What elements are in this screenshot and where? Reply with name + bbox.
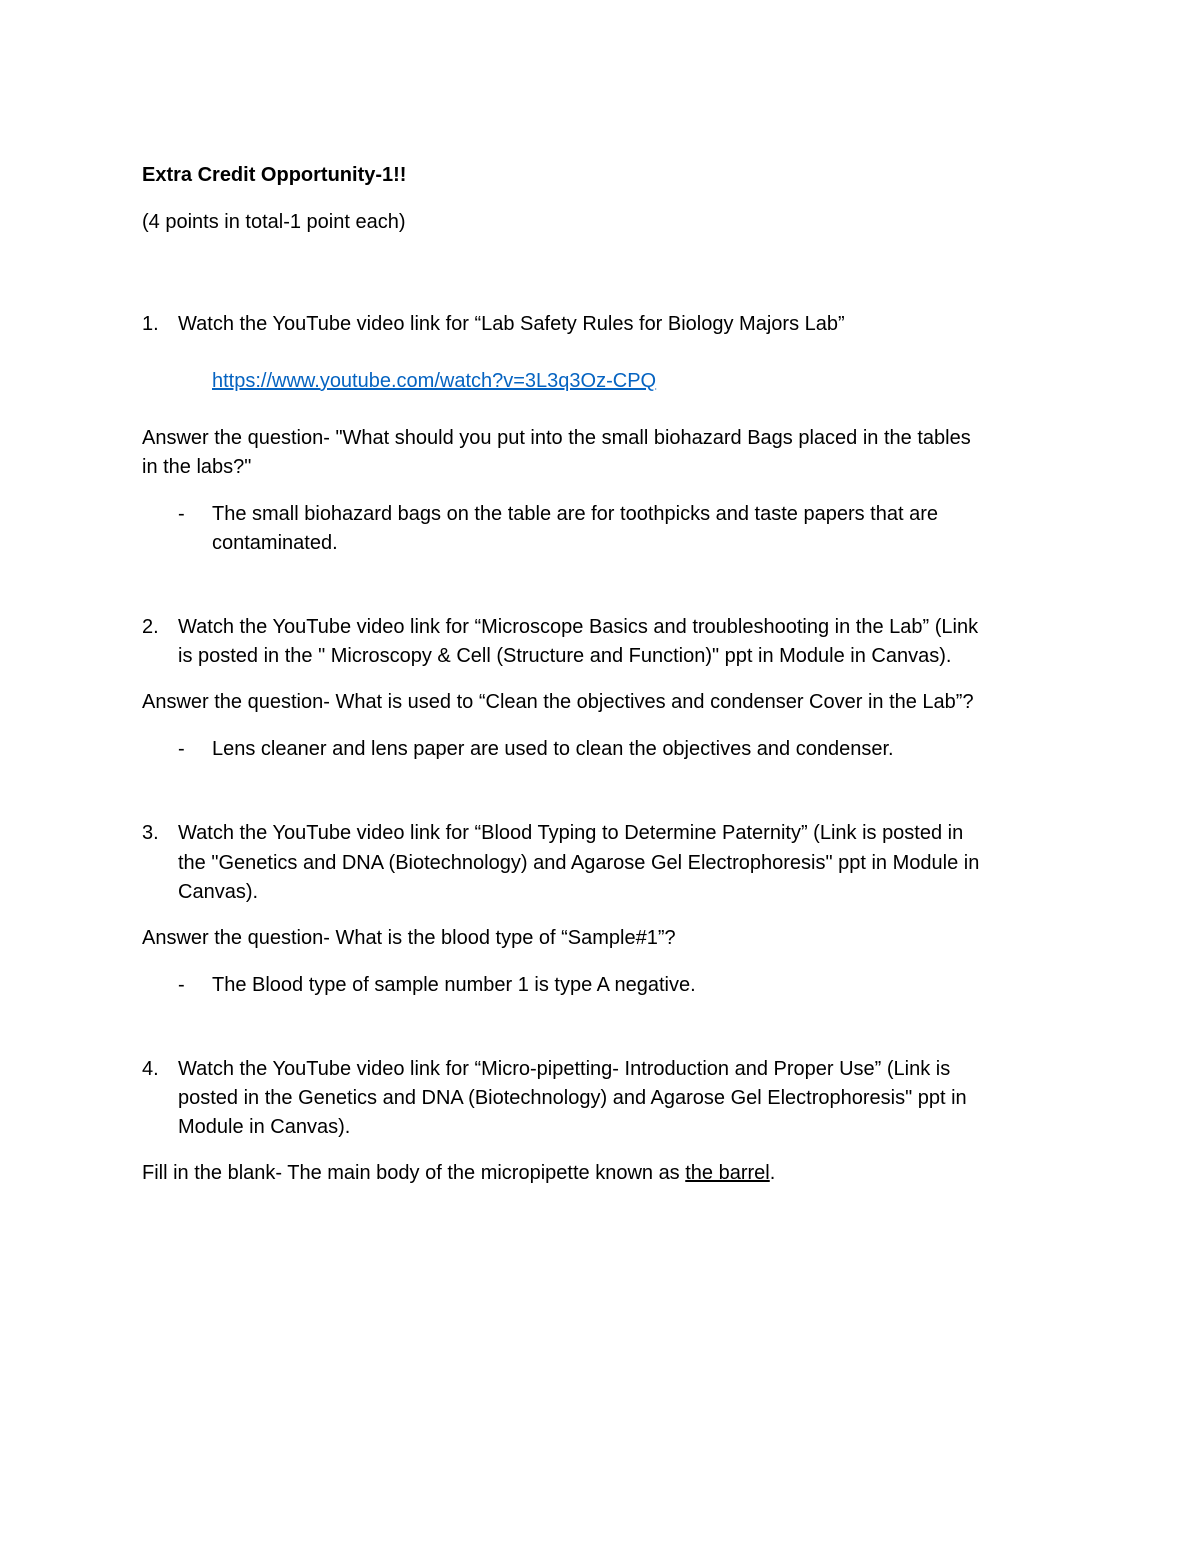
q2-instruction-line2: is posted in the " Microscopy & Cell (Structure and Function)" ppt in Module in Canvas). [178, 645, 952, 667]
q3-answer: The Blood type of sample number 1 is type A negative. [212, 974, 696, 996]
q3-instruction-line1: Watch the YouTube video link for “Blood Typing to Determine Paternity” (Link is posted in [178, 822, 964, 844]
q1-question-line1: Answer the question- "What should you put into the small biohazard Bags placed in the tables [142, 427, 971, 449]
q1-answer-dash: - [178, 503, 185, 525]
q4-instruction-line1: Watch the YouTube video link for “Micro-pipetting- Introduction and Proper Use” (Link is [178, 1058, 951, 1080]
q3-number: 3. [142, 822, 159, 844]
q2-question: Answer the question- What is used to “Clean the objectives and condenser Cover in the Lab”? [142, 691, 974, 713]
q1-question-line2: in the labs?" [142, 456, 252, 478]
q1-youtube-link[interactable]: https://www.youtube.com/watch?v=3L3q3Oz-CPQ [212, 370, 657, 392]
q2-answer: Lens cleaner and lens paper are used to clean the objectives and condenser. [212, 738, 894, 760]
q4-fill-suffix: . [769, 1162, 776, 1184]
q3-question: Answer the question- What is the blood type of “Sample#1”? [142, 927, 676, 949]
q3-instruction-line2: the "Genetics and DNA (Biotechnology) and Agarose Gel Electrophoresis" ppt in Module in [178, 852, 980, 874]
q3-answer-dash: - [178, 974, 185, 996]
q2-number: 2. [142, 616, 159, 638]
q4-fill-in-blank [142, 1158, 775, 1188]
q4-fill-answer: the barrel [685, 1162, 770, 1184]
q1-number: 1. [142, 313, 159, 335]
document-title: Extra Credit Opportunity-1!! [142, 164, 407, 186]
q4-instruction-line3: Module in Canvas). [178, 1116, 351, 1138]
q4-fill-prefix: Fill in the blank- The main body of the micropipette known as [142, 1162, 686, 1184]
q2-instruction-line1: Watch the YouTube video link for “Microscope Basics and troubleshooting in the Lab” (Link [178, 616, 979, 638]
document-subtitle: (4 points in total-1 point each) [142, 211, 406, 233]
q3-instruction-line3: Canvas). [178, 881, 259, 903]
q4-number: 4. [142, 1058, 159, 1080]
q1-instruction-line1: Watch the YouTube video link for “Lab Safety Rules for Biology Majors Lab” [178, 313, 845, 335]
q1-answer-line1: The small biohazard bags on the table are for toothpicks and taste papers that are [212, 503, 938, 525]
q4-instruction-line2: posted in the Genetics and DNA (Biotechnology) and Agarose Gel Electrophoresis" ppt in [178, 1087, 967, 1109]
q2-answer-dash: - [178, 738, 185, 760]
q1-answer-line2: contaminated. [212, 532, 338, 554]
